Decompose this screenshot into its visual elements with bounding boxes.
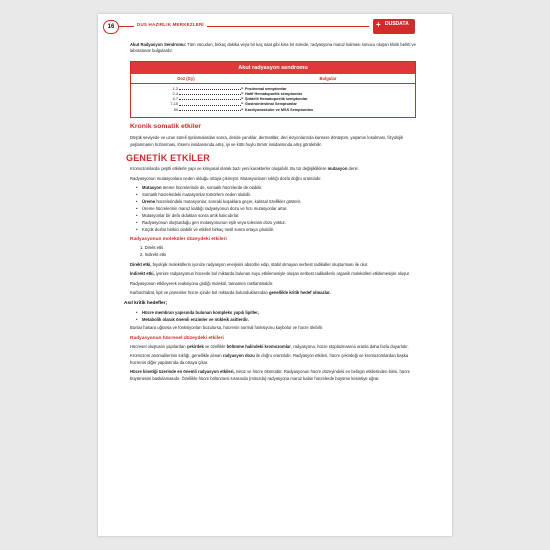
list-item: 2. İndirekt etki — [140, 252, 167, 258]
p4-pre: Karbonhidrat, lipit ve proteinler hücre içinde bol miktarda bulunduklarından — [130, 289, 269, 295]
p4-bold: genellikle kritik hedef olmazlar. — [268, 289, 331, 295]
item-bold: Üreme — [142, 199, 156, 204]
c1a: Hücresel oluşturan yapılardan — [130, 343, 187, 349]
c1b: çekirdek — [186, 343, 204, 349]
page-header — [98, 20, 452, 34]
targets-heading: Asıl kritik hedefler; — [124, 301, 168, 307]
list-item — [138, 199, 420, 205]
cellular-paragraph-3 — [130, 369, 420, 382]
intro-text: Tüm vücudun, birkaç dakika veya bir kaç saat gibi kısa bir sürede, radyasyona maruz kalması sonucu oluşan klinik belirti ve laboratuvar bulgulardır. — [130, 42, 416, 54]
document-page — [98, 14, 452, 536]
cellular-paragraph-2 — [130, 353, 420, 366]
c1e: , radyasyona, hücre stoplazmasına oranla daha fazla duyarlıdır. — [290, 343, 409, 349]
c2b: radyasyon dozu — [222, 353, 255, 359]
dose-cell: 4-7 — [172, 97, 178, 102]
finding-cell: Şiddetli Hematopoetik semptomlar — [245, 97, 308, 102]
arrow-dots — [179, 92, 241, 95]
genetic-p1-pre: Kromozomlarda çeşitli etkilerle yapı ve kimyasal olarak bazı yeni karakterler oluşabilir. Bu tür değişikliklere — [130, 166, 328, 172]
critical-target-paragraph — [130, 290, 420, 296]
list-item — [138, 192, 420, 198]
radiation-syndrome-table — [130, 61, 416, 118]
c3a: Hücre kinetiği üzerinde en önemli radyasyon etkileri, — [130, 369, 235, 375]
targets-list — [138, 310, 420, 323]
list-item — [138, 206, 420, 212]
genetic-paragraph-1 — [130, 166, 420, 172]
logo-name: DUSDATA — [385, 21, 409, 27]
page-number: 16 — [103, 20, 119, 34]
list-item — [138, 220, 420, 226]
genetic-heading: GENETİK ETKİLER — [126, 152, 211, 163]
finding-cell: Gastrointestinal Semptomlar — [245, 102, 297, 107]
finding-cell: Hafif Hematopoetik semptomlar — [245, 92, 303, 96]
intro-paragraph — [130, 42, 420, 55]
genetic-paragraph-2: Radyasyonun mutasyonlara neden olduğu ortaya çıkmıştır. Mutasyonların sıklığı dozla doğru orantılıdır. — [130, 175, 322, 181]
item-text: Mutasyonlar bir defa olduktan sonra artık kalıcıdırlar. — [142, 212, 240, 218]
molecular-heading: Radyasyonun moleküler düzeydeki etkileri — [130, 237, 227, 243]
col-dose: Doz (Gy) — [177, 75, 195, 81]
mutation-term: mutasyon — [327, 166, 348, 172]
logo-mark: + — [376, 20, 381, 29]
c3b: mitoz ve hücre ölümüdür. Radyasyonun hücre düzeyindeki en belirgin etkilerinden birisi, hücre büyümesini baskılamasıdır. Özellikle hücre bölünmesi sırasında (mitozda) radyasyona maruz kalan hücrelerde büyüme kesintiye uğrar. — [130, 369, 411, 381]
col-findings: Bulgular — [319, 75, 337, 81]
dose-cell: 2-4 — [172, 92, 178, 96]
list-item: 1. Direkt etki — [140, 245, 164, 251]
arrow-dots — [179, 97, 241, 100]
c2a: Kromozom anomalilerinin sıklığı, genellikle alınan — [130, 353, 223, 359]
item-text: üreme hücrelerinde de, somatik hücrelerde de olabilir. — [161, 185, 263, 191]
list-item — [138, 213, 420, 219]
dose-cell: 7-15 — [170, 102, 178, 107]
direct-text: biyolojik moleküllerin iyonize radyasyon enerjisini absorbe edip, stabil olmayan serbest radikaller oluşturması ile olur. — [151, 261, 369, 267]
item-text: Üreme hücrelerinin maruz kaldığı radyasyonun dozu ve hızı mutasyonlar artar. — [142, 205, 288, 211]
chronic-paragraph: Düşük seviyede ve uzun süreli ışınlamalardan sonra, deride yanıklar, dermatitler, deri lezyonlarında kansere dönüşüm, yaşamın kısalması, fizyolojik yaşlanmanın hızlanması, lösemi insidansında artış, iyi ve kötü huylu tümör insidansında artış görülebilir. — [130, 135, 404, 147]
effect-types-list — [140, 245, 420, 258]
c1d: bölünme halindeki kromozomlar — [226, 343, 291, 349]
c1c: ve özellikle — [203, 343, 227, 349]
item-text: Küçük dozlar birikici olabilir ve etkileri birkaç nesil sonra ortaya çıkabilir. — [142, 226, 274, 232]
list-item — [138, 227, 420, 233]
arrow-dots — [179, 102, 241, 105]
direct-bold: Direkt etki, — [130, 261, 152, 267]
table-title: Akut radyasyon sendromu — [131, 62, 415, 74]
table-header-row — [131, 74, 415, 84]
list-item: • Metabolik olarak önemli enzimler ve nükleik asitlerdir. — [138, 317, 420, 323]
arrow-dots — [179, 87, 241, 90]
cellular-paragraph-1 — [130, 344, 420, 350]
arrow-dots — [179, 108, 241, 111]
dose-cell: 1-2 — [172, 86, 178, 91]
header-title: DUS HAZIRLIK MERKEZLERİ — [134, 22, 207, 27]
direct-effect-paragraph — [130, 262, 420, 268]
item-text: Somatik hücrelerdeki mutasyonlar tümörlere neden olabilir. — [142, 192, 251, 198]
dose-cell: 50 — [173, 107, 178, 112]
intro-bold: Akut Radyasyon Sendromu: — [130, 42, 187, 47]
c2c: ile doğru orantılıdır. Radyasyon etkileri, hücre çekirdeği ve kromozomlardan başka hücrenin diğer yapılarında da ortaya çıkar. — [130, 353, 409, 365]
finding-cell: Prodromal semptomlar — [245, 86, 287, 91]
page-content — [124, 42, 420, 385]
chronic-heading: Kronik somatik etkiler — [130, 122, 202, 130]
item-text: Radyasyonun oluşturduğu gen mutasyonunun eşik veya tolerans dozu yoktur. — [142, 219, 286, 225]
random-molecule-paragraph: Radyasyonun etkileyerek reaksiyona girdiği molekül, tamamen rastlantısaldır. — [130, 280, 274, 286]
indirect-bold: İndirekt etki, — [130, 271, 155, 277]
cellular-heading: Radyasyonun hücresel düzeydeki etkileri — [130, 335, 224, 341]
table-body — [131, 84, 415, 117]
item-text: hücrelerindeki mutasyonlar, sonraki kuşaklara geçer, kalıtsal özellikler gösterir. — [155, 199, 302, 204]
list-item — [138, 185, 420, 191]
indirect-text: iyonize radyasyonun hücrede bol miktarda bulunan suyu etkilemesiyle oluşan serbest radikallerin organik molekülleri etkilemesiyle oluşur. — [154, 271, 411, 277]
item-bold: Mutasyon — [142, 185, 162, 191]
list-item: • Hücre membran yapısında bulunan kompleks yapılı lipitler, — [138, 310, 420, 316]
table-row — [131, 108, 415, 113]
mutation-list — [138, 185, 420, 233]
targets-paragraph: Bunlar hasara uğrarsa ve fonksiyonları bozulursa, hücrenin normal fonksiyonu kaybolur ve hücre ölebilir. — [130, 325, 323, 331]
genetic-p1-post: denir. — [347, 166, 359, 172]
indirect-effect-paragraph — [130, 271, 420, 277]
publisher-logo — [373, 19, 415, 34]
finding-cell: Kardiyovasküler ve MSS Semptomları — [245, 107, 314, 112]
